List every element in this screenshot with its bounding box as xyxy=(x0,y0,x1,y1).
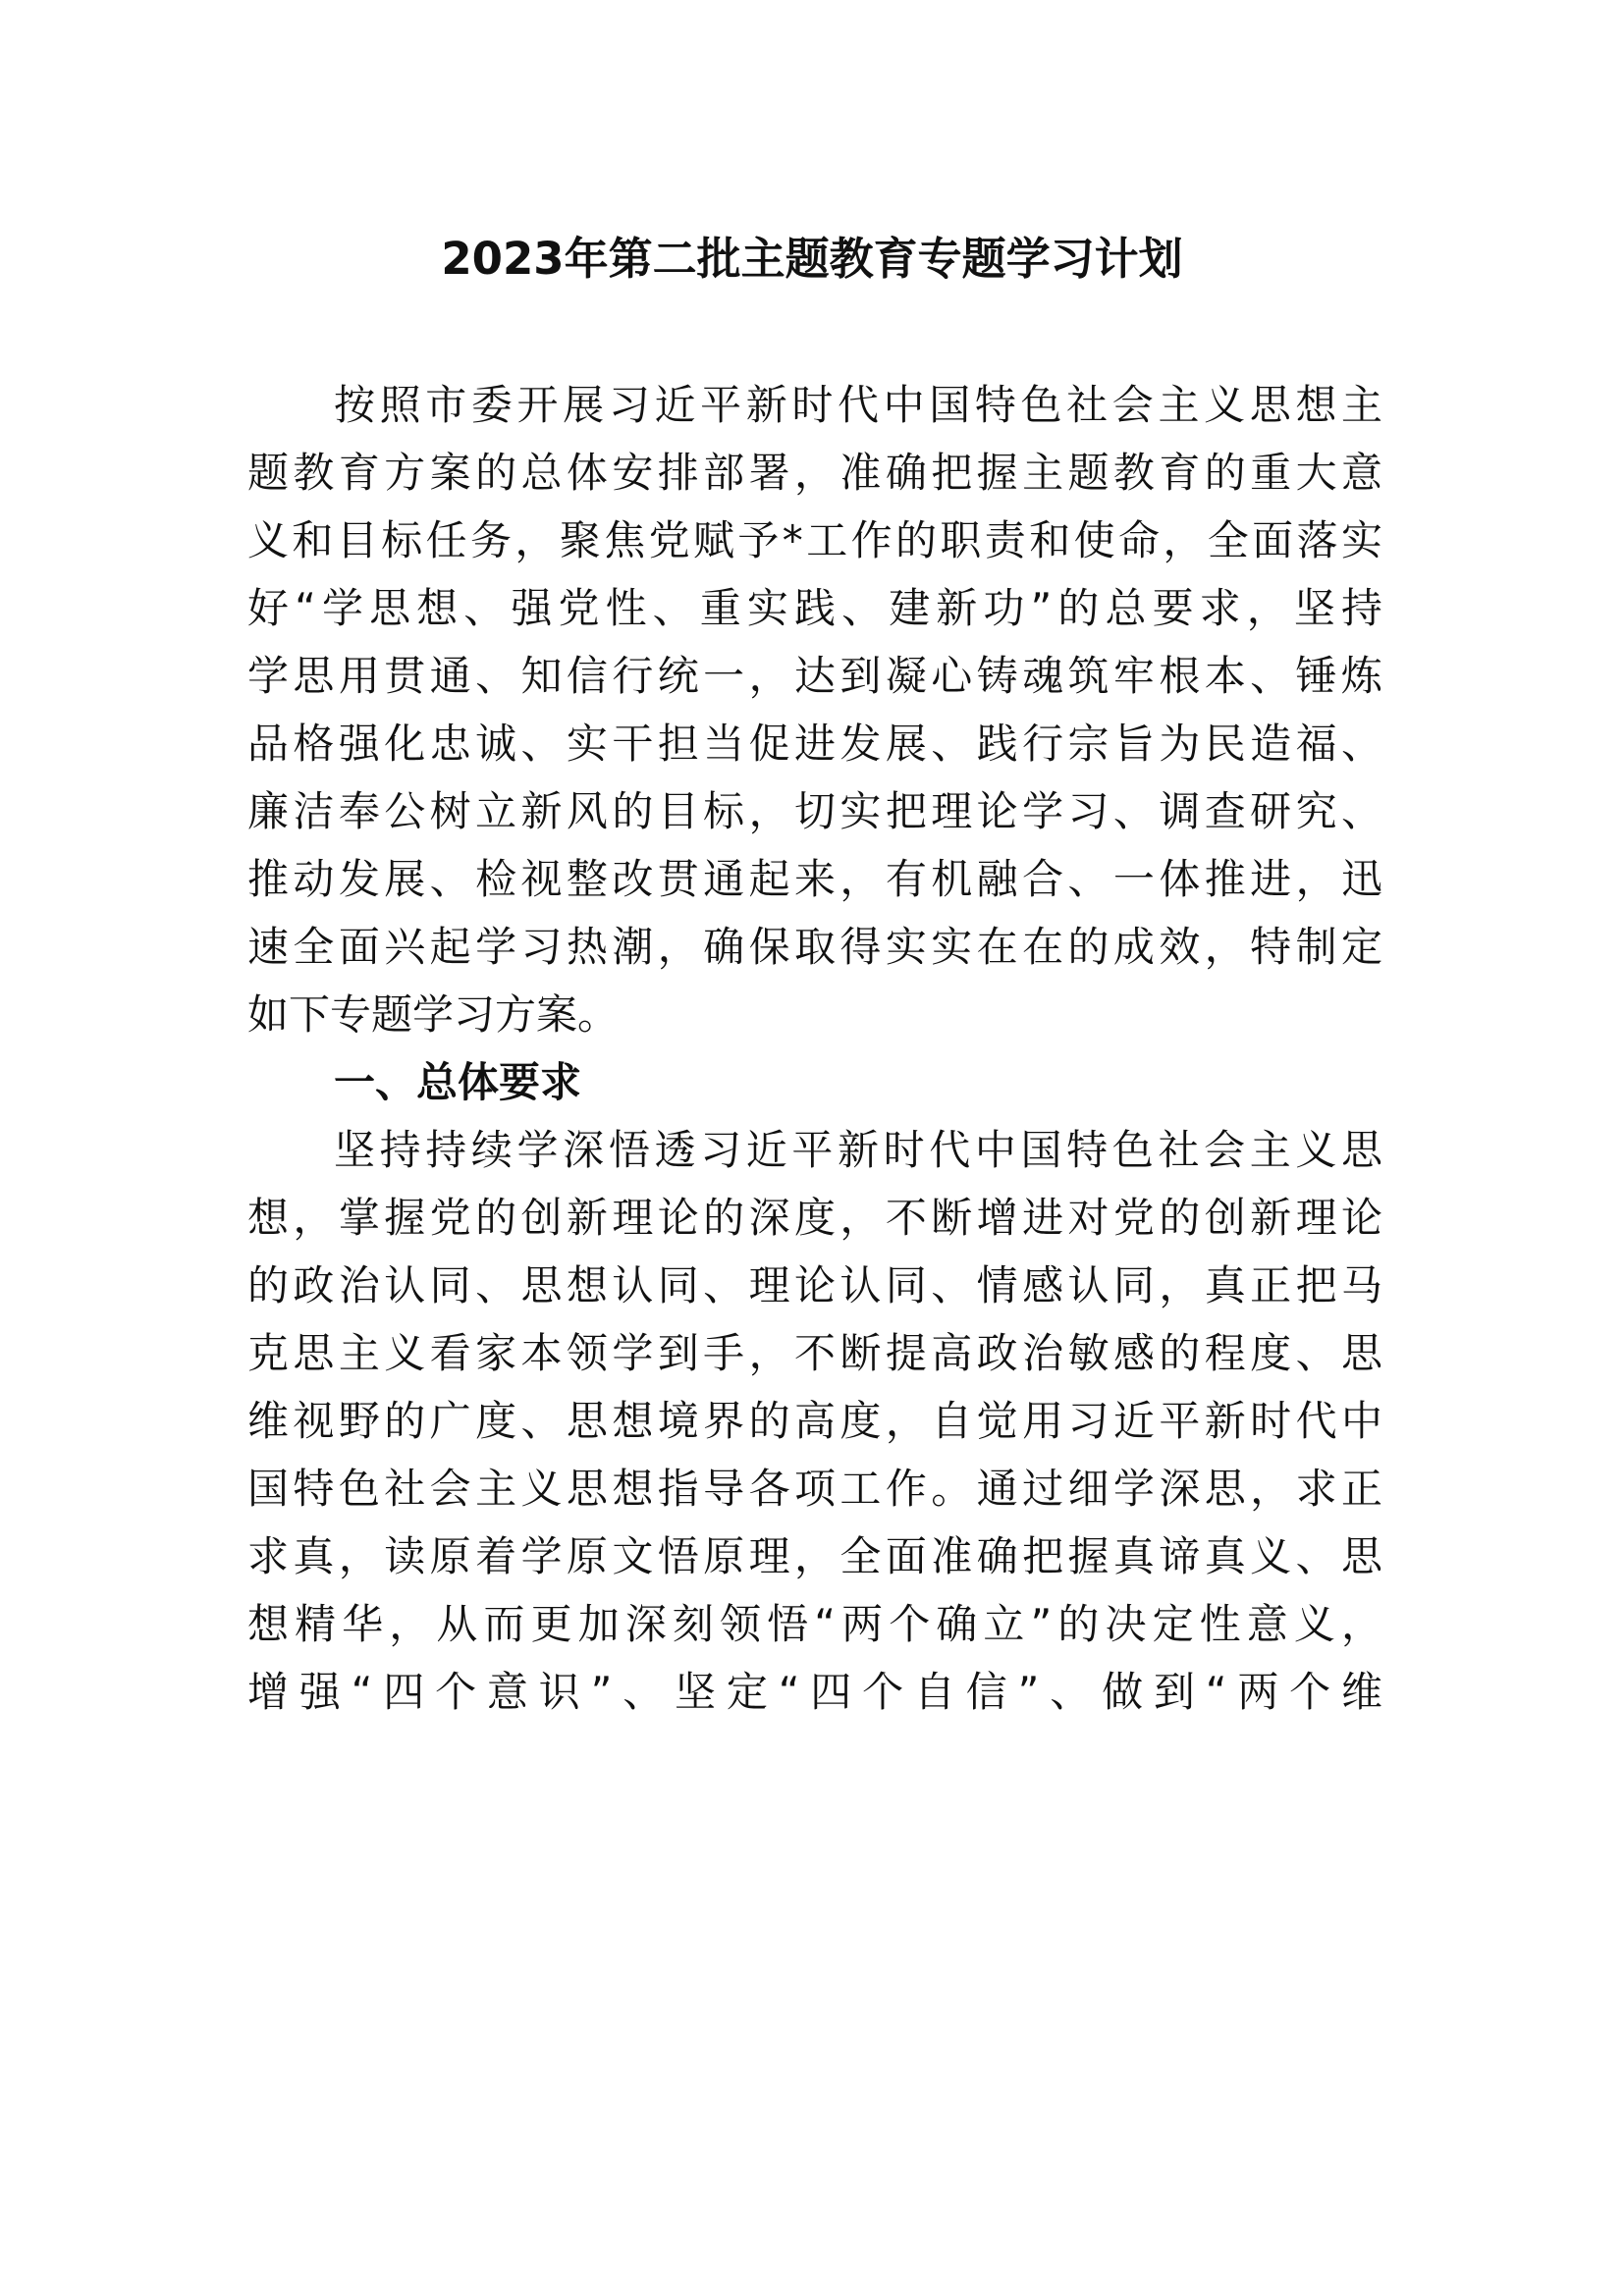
paragraph-line: 学思用贯通、知信行统一，达到凝心铸魂筑牢根本、锤炼 xyxy=(247,652,1382,700)
paragraph-line: 廉洁奉公树立新风的目标，切实把理论学习、调查研究、 xyxy=(247,787,1382,835)
paragraph-line: 想，掌握党的创新理论的深度，不断增进对党的创新理论 xyxy=(247,1194,1382,1242)
paragraph-line: 题教育方案的总体安排部署，准确把握主题教育的重大意 xyxy=(247,449,1382,497)
paragraph-line: 求真，读原着学原文悟原理，全面准确把握真谛真义、思 xyxy=(247,1532,1382,1580)
paragraph-line: 按照市委开展习近平新时代中国特色社会主义思想主 xyxy=(334,381,1382,429)
paragraph-line: 好“学思想、强党性、重实践、建新功”的总要求，坚持 xyxy=(247,584,1382,632)
paragraph-line: 如下专题学习方案。 xyxy=(247,990,620,1039)
paragraph-line: 维视野的广度、思想境界的高度，自觉用习近平新时代中 xyxy=(247,1397,1382,1445)
paragraph-line: 增强“四个意识”、坚定“四个自信”、做到“两个维 xyxy=(247,1668,1382,1716)
paragraph-line: 品格强化忠诚、实干担当促进发展、践行宗旨为民造福、 xyxy=(247,720,1382,768)
paragraph-line: 国特色社会主义思想指导各项工作。通过细学深思，求正 xyxy=(247,1465,1382,1513)
paragraph-line: 速全面兴起学习热潮，确保取得实实在在的成效，特制定 xyxy=(247,923,1382,971)
paragraph-line: 义和目标任务，聚焦党赋予*工作的职责和使命，全面落实 xyxy=(247,516,1382,564)
section-heading: 一、总体要求 xyxy=(334,1058,582,1106)
paragraph-line: 的政治认同、思想认同、理论认同、情感认同，真正把马 xyxy=(247,1261,1382,1309)
paragraph-line: 推动发展、检视整改贯通起来，有机融合、一体推进，迅 xyxy=(247,855,1382,903)
paragraph-line: 克思主义看家本领学到手，不断提高政治敏感的程度、思 xyxy=(247,1329,1382,1377)
document-title: 2023年第二批主题教育专题学习计划 xyxy=(441,233,1183,285)
paragraph-line: 想精华，从而更加深刻领悟“两个确立”的决定性意义， xyxy=(247,1600,1382,1648)
paragraph-line: 坚持持续学深悟透习近平新时代中国特色社会主义思 xyxy=(334,1126,1382,1174)
